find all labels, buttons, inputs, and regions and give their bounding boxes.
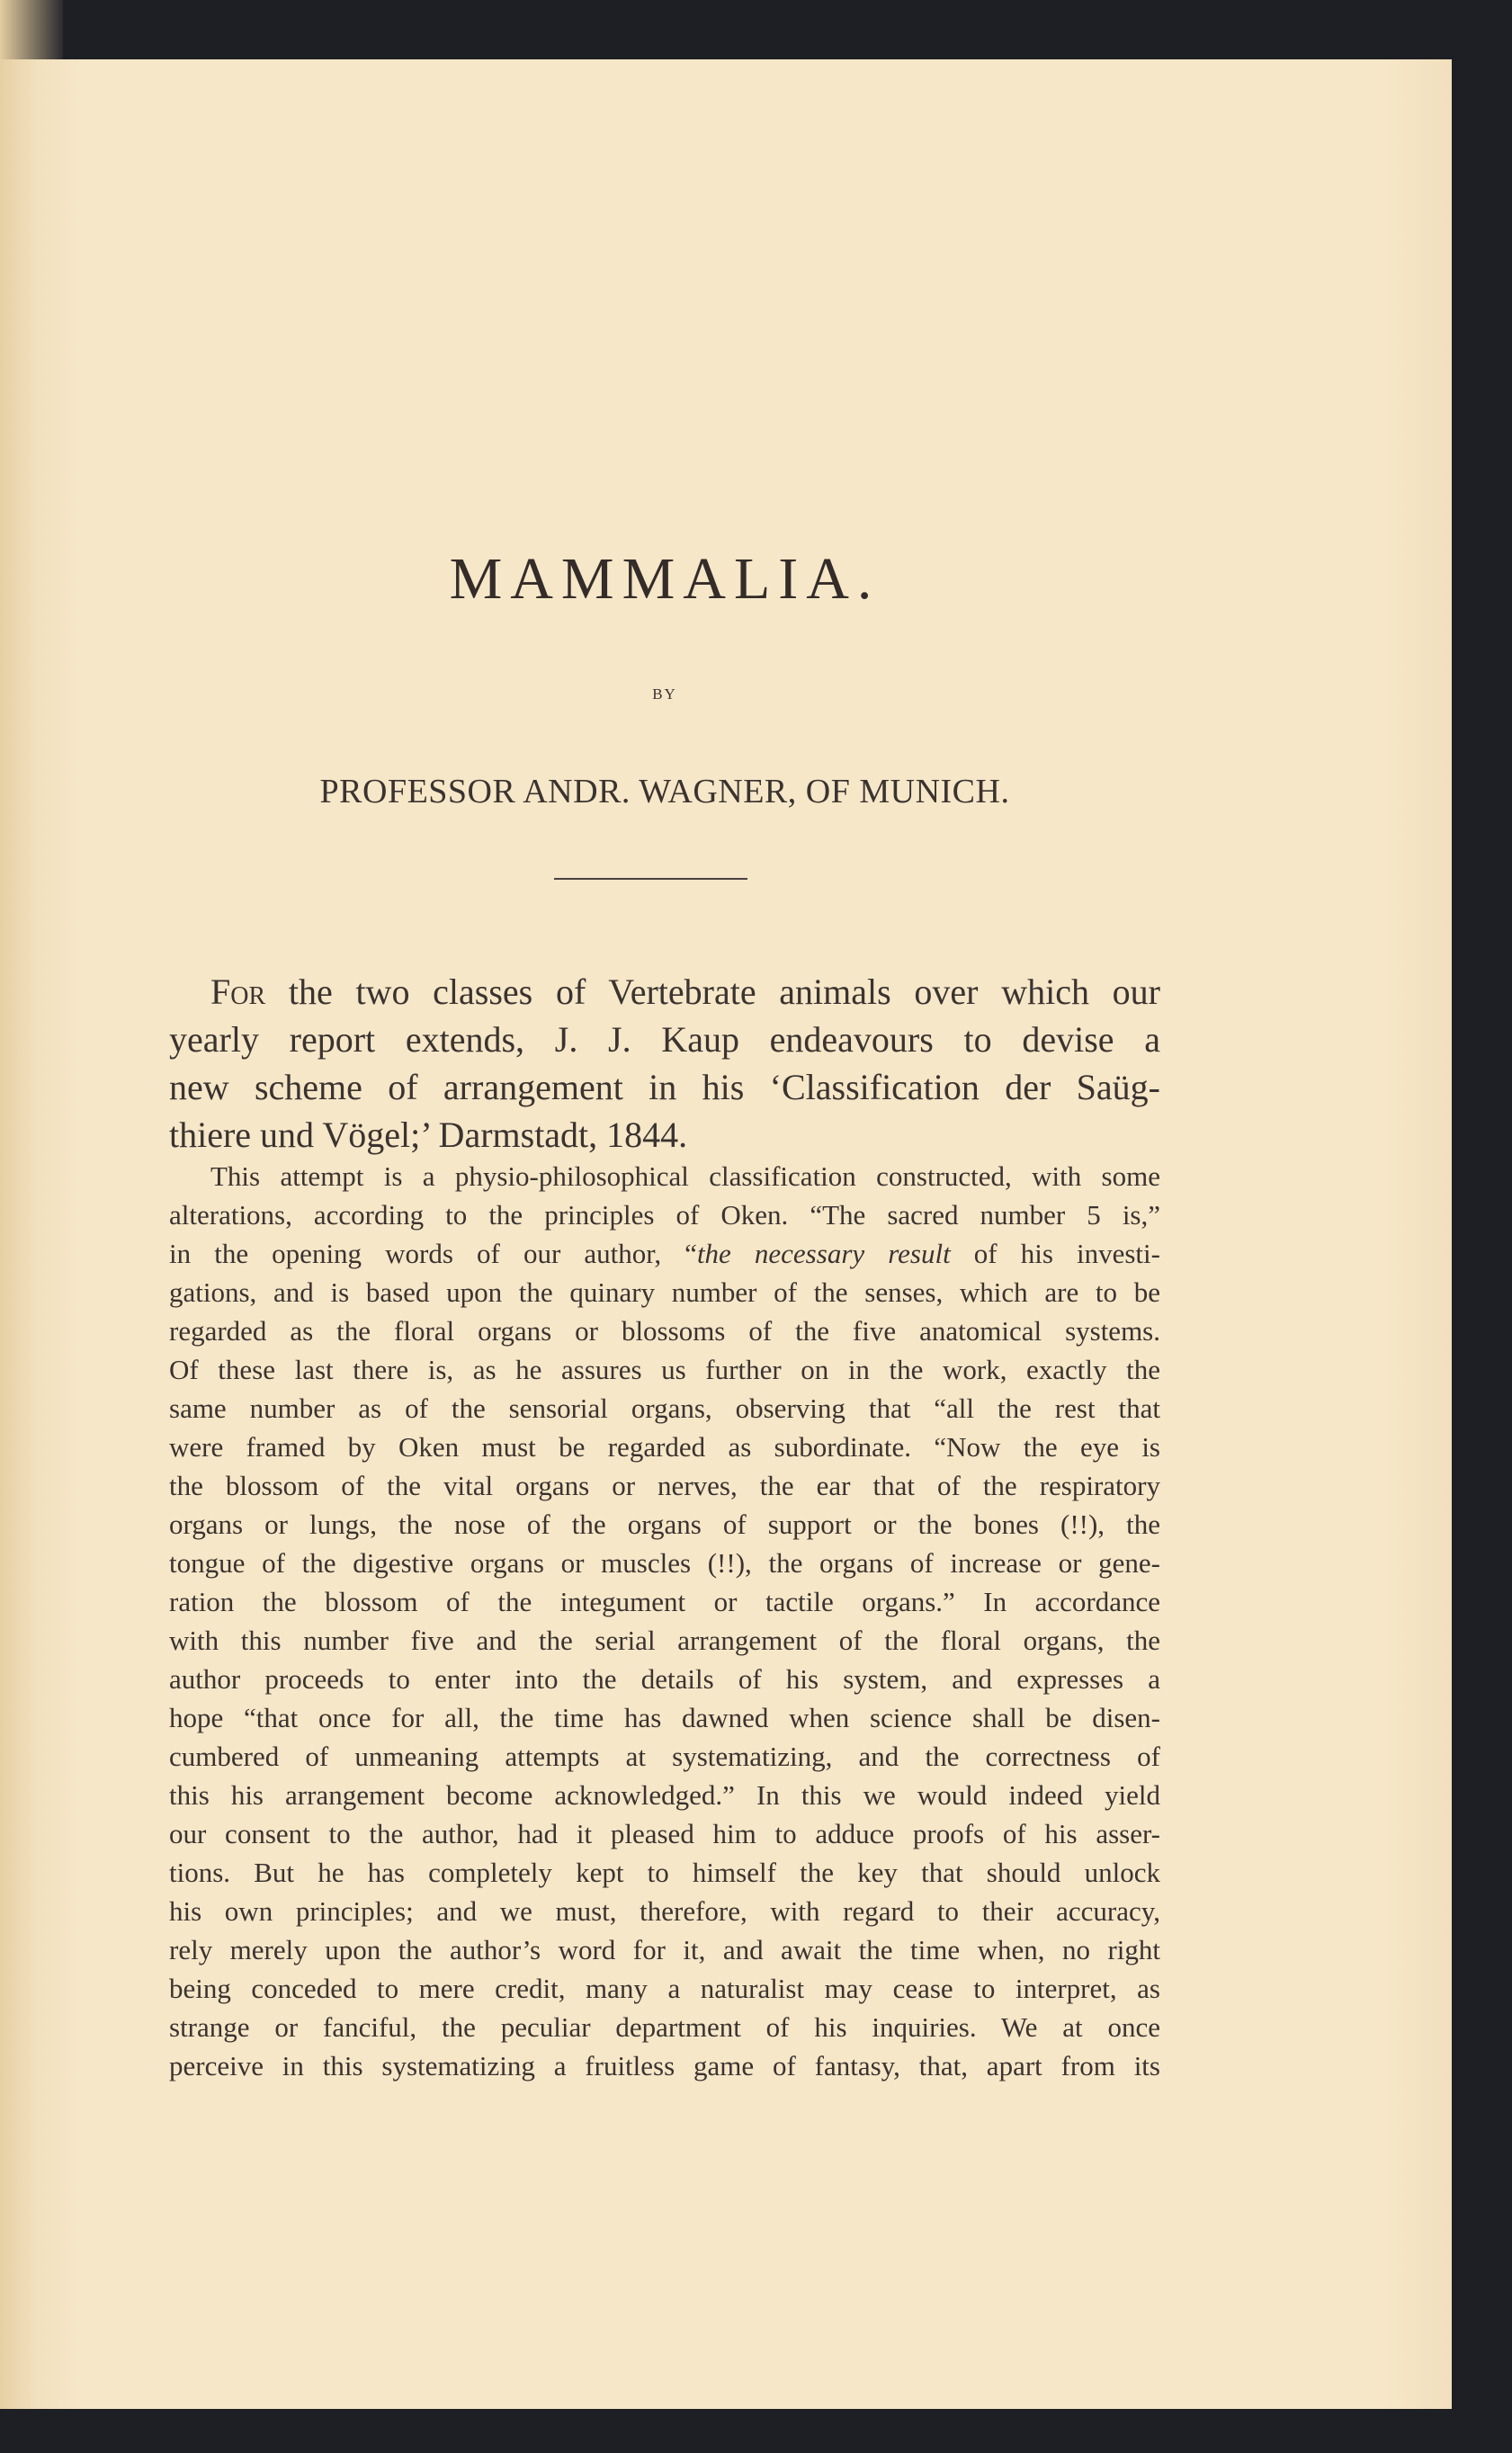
text-line: tions. But he has completely kept to himself the key that should unlock xyxy=(169,1857,1160,1888)
lead-first-word: For xyxy=(210,971,266,1012)
text-line: being conceded to mere credit, many a naturalist may cease to interpret, as xyxy=(169,1973,1160,2004)
text-line: rely merely upon the author’s word for it, and await the time when, no right xyxy=(169,1934,1160,1965)
text-line: Of these last there is, as he assures us further on in the work, exactly the xyxy=(169,1354,1160,1385)
text-line xyxy=(169,1234,1160,1273)
book-edge xyxy=(0,0,63,59)
text-line: thiere und Vögel;’ Darmstadt, 1844. xyxy=(169,1115,688,1155)
text-line: cumbered of unmeaning attempts at systematizing, and the correctness of xyxy=(169,1741,1160,1772)
text-segment: in the opening words of our author, “ xyxy=(169,1238,697,1269)
text-line: author proceeds to enter into the details of his system, and expresses a xyxy=(169,1663,1160,1695)
text-line: new scheme of arrangement in his ‘Classification der Saüg- xyxy=(169,1067,1160,1107)
text-line: with this number five and the serial arrangement of the floral organs, the xyxy=(169,1625,1160,1656)
text-line: were framed by Oken must be regarded as subordinate. “Now the eye is xyxy=(169,1431,1160,1463)
italic-segment: the necessary result xyxy=(696,1238,951,1269)
text-line: yearly report extends, J. J. Kaup endeavours to devise a xyxy=(169,1019,1160,1060)
text-line: organs or lungs, the nose of the organs of support or the bones (!!), the xyxy=(169,1509,1160,1540)
text-segment: the two classes of Vertebrate animals over which our xyxy=(265,971,1160,1012)
text-line: his own principles; and we must, therefore, with regard to their accuracy, xyxy=(169,1895,1160,1927)
author-line: PROFESSOR ANDR. WAGNER, OF MUNICH. xyxy=(319,773,1010,810)
text-line: the blossom of the vital organs or nerves, the ear that of the respiratory xyxy=(169,1470,1160,1501)
text-line xyxy=(169,968,1160,1016)
text-line: perceive in this systematizing a fruitless game of fantasy, that, apart from its xyxy=(169,2050,1160,2081)
text-line: hope “that once for all, the time has dawned when science shall be disen- xyxy=(169,1702,1160,1733)
text-segment: of his investi- xyxy=(950,1238,1160,1269)
text-line: this his arrangement become acknowledged.” In this we would indeed yield xyxy=(169,1779,1160,1811)
byline-label: BY xyxy=(652,685,677,703)
divider-rule xyxy=(554,878,747,880)
text-line: tongue of the digestive organs or muscles (!!), the organs of increase or gene- xyxy=(169,1547,1160,1579)
lead-paragraph xyxy=(169,968,1160,1159)
body-paragraph xyxy=(169,1157,1160,2085)
text-line: This attempt is a physio-philosophical classification constructed, with some xyxy=(210,1160,1160,1192)
text-line: gations, and is based upon the quinary number of the senses, which are to be xyxy=(169,1276,1160,1308)
text-line: strange or fanciful, the peculiar department of his inquiries. We at once xyxy=(169,2011,1160,2043)
book-page xyxy=(0,59,1452,2409)
text-line: ration the blossom of the integument or tactile organs.” In accordance xyxy=(169,1586,1160,1617)
page-title: MAMMALIA. xyxy=(449,546,881,612)
text-line: our consent to the author, had it pleased him to adduce proofs of his asser- xyxy=(169,1818,1160,1849)
text-line: alterations, according to the principles of Oken. “The sacred number 5 is,” xyxy=(169,1199,1160,1231)
text-line: regarded as the floral organs or blossoms of the five anatomical systems. xyxy=(169,1315,1160,1347)
text-line: same number as of the sensorial organs, observing that “all the rest that xyxy=(169,1392,1160,1424)
